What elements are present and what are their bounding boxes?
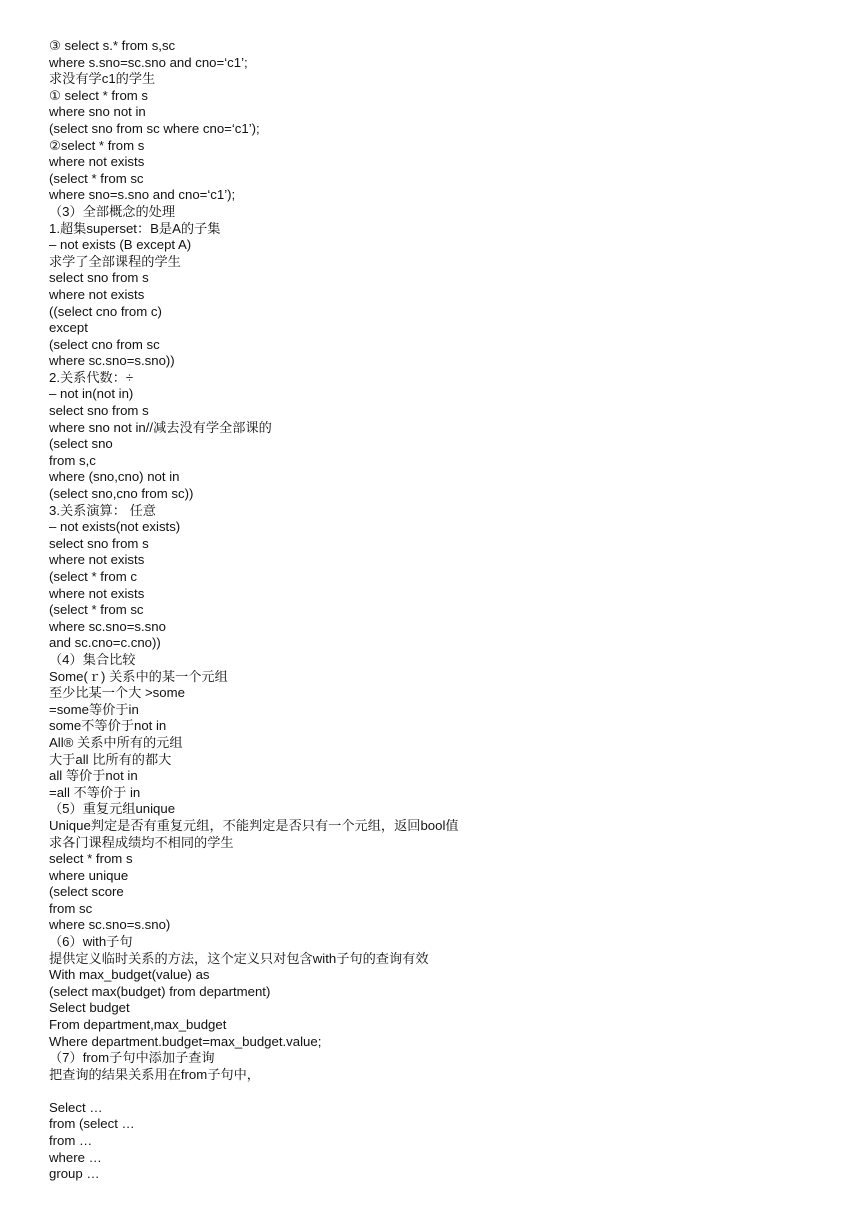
text-line: where sno=s.sno and cno=‘c1’); xyxy=(49,187,236,203)
text-line: (select sno xyxy=(49,436,113,452)
text-line: From department,max_budget xyxy=(49,1017,227,1033)
text-line: 大于all 比所有的都大 xyxy=(49,751,172,767)
text-line: (select score xyxy=(49,884,124,900)
text-line: （3）全部概念的处理 xyxy=(49,203,176,219)
text-line: 求学了全部课程的学生 xyxy=(49,253,181,269)
text-line: some不等价于not in xyxy=(49,718,167,734)
text-line: ① select * from s xyxy=(49,87,149,103)
text-line: (select sno from sc where cno=‘c1’); xyxy=(49,120,260,136)
text-line: – not exists (B except A) xyxy=(49,237,192,253)
text-line: （4）集合比较 xyxy=(49,651,136,667)
text-line: where sno not in//减去没有学全部课的 xyxy=(49,419,272,435)
text-line: Select budget xyxy=(49,1000,130,1016)
text-line: where sc.sno=s.sno xyxy=(49,618,166,634)
text-line: group … xyxy=(49,1166,100,1182)
text-line: – not in(not in) xyxy=(49,386,134,402)
text-line: from … xyxy=(49,1132,93,1148)
text-line: all 等价于not in xyxy=(49,768,138,784)
text-line: from s,c xyxy=(49,452,96,468)
text-line: from sc xyxy=(49,900,93,916)
text-line: Some(ｒ) 关系中的某一个元组 xyxy=(49,668,228,684)
text-line: ((select cno from c) xyxy=(49,303,162,319)
text-line: ②select * from s xyxy=(49,137,145,153)
text-line: (select sno,cno from sc)) xyxy=(49,486,194,502)
text-line: where unique xyxy=(49,867,129,883)
text-line: 至少比某一个大 >some xyxy=(49,685,185,701)
text-line: 提供定义临时关系的方法，这个定义只对包含with子句的查询有效 xyxy=(49,950,429,966)
text-line: where s.sno=sc.sno and cno=‘c1’; xyxy=(49,54,248,70)
text-line: 把查询的结果关系用在from子句中， xyxy=(49,1066,260,1082)
code-snippet xyxy=(49,1100,849,1183)
text-line: （6）with子句 xyxy=(49,934,133,950)
text-line: where … xyxy=(49,1149,102,1165)
text-line: 3.关系演算： 任意 xyxy=(49,502,156,518)
text-line: All® 关系中所有的元组 xyxy=(49,734,183,750)
document-body xyxy=(49,38,849,1083)
text-line: select sno from s xyxy=(49,403,149,419)
text-line: from (select … xyxy=(49,1116,135,1132)
text-line: (select * from sc xyxy=(49,602,144,618)
text-line: Select … xyxy=(49,1099,103,1115)
text-line: With max_budget(value) as xyxy=(49,967,210,983)
text-line: select sno from s xyxy=(49,270,149,286)
text-line: =some等价于in xyxy=(49,701,139,717)
text-line: 1.超集superset：B是A的子集 xyxy=(49,220,221,236)
text-line: ③ select s.* from s,sc xyxy=(49,38,176,53)
text-line: (select * from sc xyxy=(49,170,144,186)
text-line: （7）from子句中添加子查询 xyxy=(49,1050,215,1066)
text-line: (select cno from sc xyxy=(49,336,160,352)
text-line: Where department.budget=max_budget.value; xyxy=(49,1033,322,1049)
text-line: except xyxy=(49,320,88,336)
text-line: 求各门课程成绩均不相同的学生 xyxy=(49,834,234,850)
text-line: where sc.sno=s.sno) xyxy=(49,917,171,933)
text-line: where not exists xyxy=(49,154,145,170)
text-line: – not exists(not exists) xyxy=(49,519,181,535)
text-line: select * from s xyxy=(49,851,133,867)
text-line: 求没有学c1的学生 xyxy=(49,71,156,87)
text-line: where (sno,cno) not in xyxy=(49,469,180,485)
text-line: where not exists xyxy=(49,585,145,601)
text-line: =all 不等价于 in xyxy=(49,784,141,800)
text-line: Unique判定是否有重复元组，不能判定是否只有一个元组，返回bool值 xyxy=(49,817,459,833)
text-line: (select * from c xyxy=(49,569,137,584)
text-line: where not exists xyxy=(49,552,145,568)
text-line: where sno not in xyxy=(49,104,146,120)
text-line: where not exists xyxy=(49,286,145,302)
text-line: 2.关系代数：÷ xyxy=(49,369,134,385)
text-line: where sc.sno=s.sno)) xyxy=(49,353,175,369)
text-line: and sc.cno=c.cno)) xyxy=(49,635,161,651)
text-line: select sno from s xyxy=(49,535,149,551)
document-page xyxy=(49,38,849,1183)
text-line: （5）重复元组unique xyxy=(49,801,176,817)
text-line: (select max(budget) from department) xyxy=(49,983,271,999)
paragraph-gap xyxy=(49,1083,849,1099)
